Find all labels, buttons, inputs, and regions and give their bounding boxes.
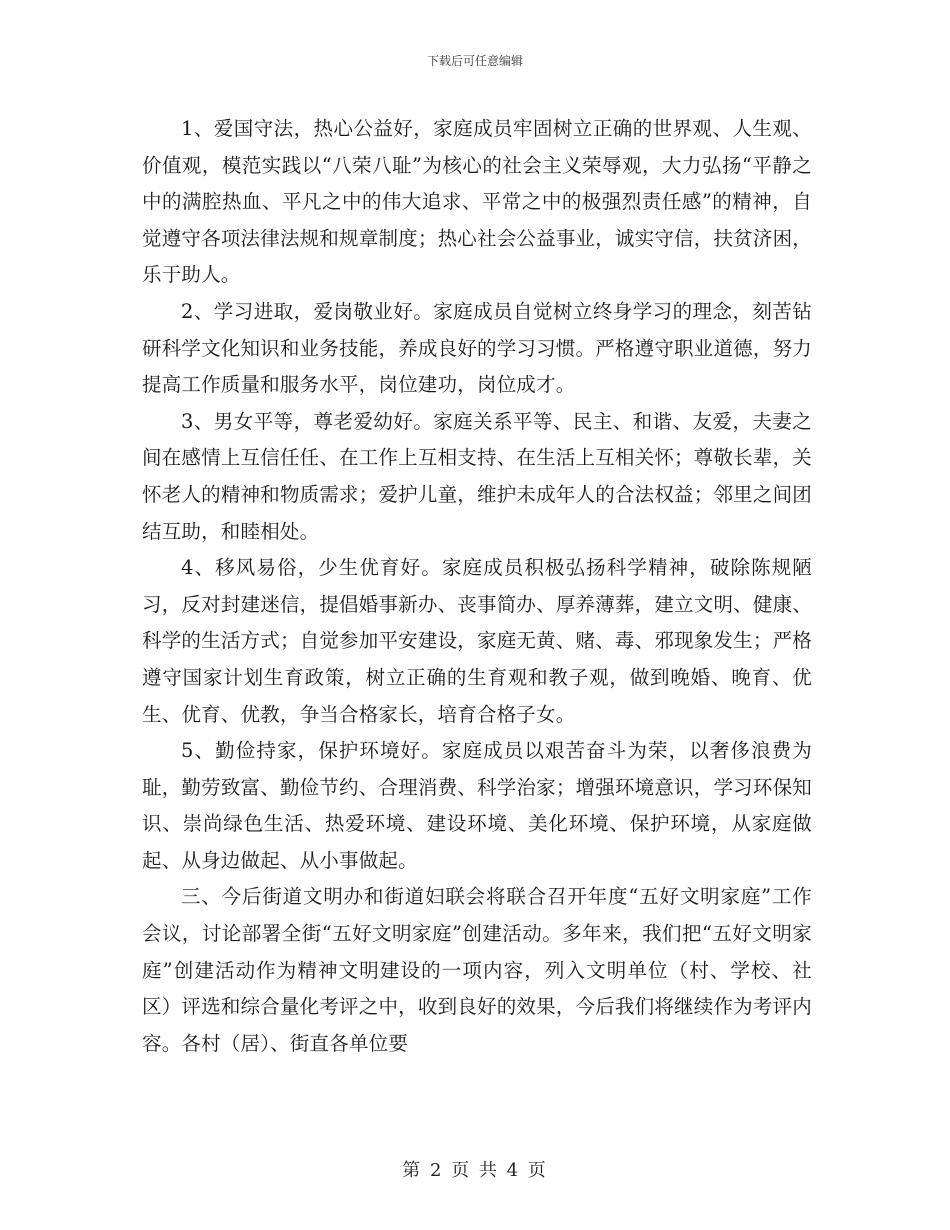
paragraph-5: 5、勤俭持家，保护环境好。家庭成员以艰苦奋斗为荣，以奢侈浪费为耻，勤劳致富、勤俭节约、合理消费、科学治家；增强环境意识，学习环保知识、崇尚绿色生活、热爱环境、建设环境、美化环境、保护环境，从家庭做起、从身边做起、从小事做起。 (142, 739, 812, 872)
paragraph-2: 2、学习进取，爱岗敬业好。家庭成员自觉树立终身学习的理念，刻苦钻研科学文化知识和业务技能，养成良好的学习习惯。严格遵守职业道德，努力提高工作质量和服务水平，岗位建功，岗位成才。 (142, 299, 812, 397)
page-footer: 第 2 页 共 4 页 (402, 1160, 548, 1181)
paragraph-4: 4、移风易俗，少生优育好。家庭成员积极弘扬科学精神，破除陈规陋习，反对封建迷信，提倡婚事新办、丧事简办、厚养薄葬，建立文明、健康、科学的生活方式；自觉参加平安建设，家庭无黄、赌、毒、邪现象发生；严格遵守国家计划生育政策，树立正确的生育观和教子观，做到晚婚、晚育、优生、优育、优教，争当合格家长，培育合格子女。 (142, 556, 812, 726)
page-header: 下载后可任意编辑 (426, 54, 523, 68)
paragraph-6: 三、今后街道文明办和街道妇联会将联合召开年度“五好文明家庭”工作会议，讨论部署全街“五好文明家庭”创建活动。多年来，我们把“五好文明家庭”创建活动作为精神文明建设的一项内容，列入文明单位（村、学校、社区）评选和综合量化考评之中，收到良好的效果，今后我们将继续作为考评内容。各村（居）、街直各单位要 (142, 885, 812, 1055)
document-body (142, 111, 812, 1062)
paragraph-3: 3、男女平等，尊老爱幼好。家庭关系平等、民主、和谐、友爱，夫妻之间在感情上互信任任、在工作上互相支持、在生活上互相关怀；尊敬长辈，关怀老人的精神和物质需求；爱护儿童，维护未成年人的合法权益；邻里之间团结互助，和睦相处。 (142, 409, 812, 543)
paragraph-1: 1、爱国守法，热心公益好，家庭成员牢固树立正确的世界观、人生观、价值观，模范实践以“八荣八耻”为核心的社会主义荣辱观，大力弘扬“平静之中的满腔热血、平凡之中的伟大追求、平常之中的极强烈责任感”的精神，自觉遵守各项法律法规和规章制度；热心社会公益事业，诚实守信，扶贫济困，乐于助人。 (142, 117, 812, 287)
